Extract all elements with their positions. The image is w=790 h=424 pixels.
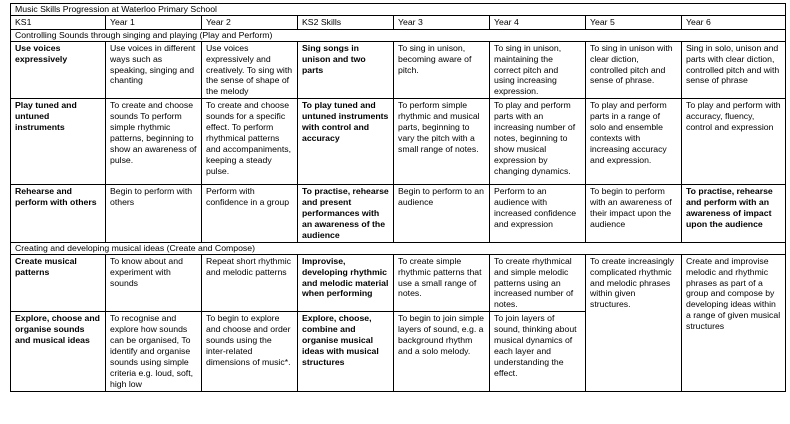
year-4-cell: Perform to an audience with increased confidence and expression bbox=[490, 185, 586, 243]
table-row bbox=[11, 41, 786, 99]
ks2-skill-cell: To practise, rehearse and present performances with an awareness of the audience bbox=[298, 185, 394, 243]
music-skills-table bbox=[10, 3, 786, 392]
year-2-cell: To begin to explore and choose and order sounds using the inter-related dimensions of music*. bbox=[202, 312, 298, 391]
ks1-skill-cell: Explore, choose and organise sounds and musical ideas bbox=[11, 312, 106, 391]
header-year-4: Year 4 bbox=[490, 15, 586, 29]
year-5-cell: To begin to perform with an awareness of their impact upon the audience bbox=[586, 185, 682, 243]
year-2-cell: Use voices expressively and creatively. To sing with the sense of shape of the melody bbox=[202, 41, 298, 99]
year-1-cell: To create and choose sounds To perform simple rhythmic patterns, beginning to show an awareness of pulse. bbox=[106, 99, 202, 185]
ks2-skill-cell: Improvise, developing rhythmic and melodic material when performing bbox=[298, 254, 394, 312]
year-3-cell: Begin to perform to an audience bbox=[394, 185, 490, 243]
year-1-cell: To recognise and explore how sounds can be organised, To identify and organise sounds using simple criteria e.g. loud, soft, high low bbox=[106, 312, 202, 391]
header-ks2-skills: KS2 Skills bbox=[298, 15, 394, 29]
header-year-1: Year 1 bbox=[106, 15, 202, 29]
section-heading: Controlling Sounds through singing and playing (Play and Perform) bbox=[11, 29, 786, 41]
table-row bbox=[11, 99, 786, 185]
ks2-skill-cell: Sing songs in unison and two parts bbox=[298, 41, 394, 99]
header-year-6: Year 6 bbox=[682, 15, 786, 29]
year-3-cell: To begin to join simple layers of sound, e.g. a background rhythm and a solo melody. bbox=[394, 312, 490, 391]
table-row bbox=[11, 254, 786, 312]
year-6-cell: Sing in solo, unison and parts with clear diction, controlled pitch and with sense of phrase bbox=[682, 41, 786, 99]
year-2-cell: Repeat short rhythmic and melodic patterns bbox=[202, 254, 298, 312]
year-4-cell: To sing in unison, maintaining the correct pitch and using increasing expression. bbox=[490, 41, 586, 99]
section-heading: Creating and developing musical ideas (Create and Compose) bbox=[11, 242, 786, 254]
header-ks1: KS1 bbox=[11, 15, 106, 29]
header-year-5: Year 5 bbox=[586, 15, 682, 29]
ks2-skill-cell: To play tuned and untuned instruments with control and accuracy bbox=[298, 99, 394, 185]
year-5-cell: To create increasingly complicated rhythmic and melodic phrases within given structures. bbox=[586, 254, 682, 391]
year-3-cell: To perform simple rhythmic and musical parts, beginning to vary the pitch with a small range of notes. bbox=[394, 99, 490, 185]
ks1-skill-cell: Create musical patterns bbox=[11, 254, 106, 312]
year-3-cell: To sing in unison, becoming aware of pitch. bbox=[394, 41, 490, 99]
table-row bbox=[11, 185, 786, 243]
ks1-skill-cell: Rehearse and perform with others bbox=[11, 185, 106, 243]
year-3-cell: To create simple rhythmic patterns that use a small range of notes. bbox=[394, 254, 490, 312]
year-1-cell: Begin to perform with others bbox=[106, 185, 202, 243]
year-1-cell: To know about and experiment with sounds bbox=[106, 254, 202, 312]
year-2-cell: To create and choose sounds for a specific effect. To perform rhythmical patterns and accompaniments, keeping a steady pulse. bbox=[202, 99, 298, 185]
year-4-cell: To join layers of sound, thinking about musical dynamics of each layer and understanding the effect. bbox=[490, 312, 586, 391]
year-5-cell: To sing in unison with clear diction, controlled pitch and sense of phrase. bbox=[586, 41, 682, 99]
table-title: Music Skills Progression at Waterloo Primary School bbox=[11, 4, 786, 16]
header-year-2: Year 2 bbox=[202, 15, 298, 29]
year-4-cell: To play and perform parts with an increasing number of notes, beginning to show musical expression by changing dynamics. bbox=[490, 99, 586, 185]
year-5-cell: To play and perform parts in a range of solo and ensemble contexts with increasing accuracy and expression. bbox=[586, 99, 682, 185]
year-6-cell: To play and perform with accuracy, fluency, control and expression bbox=[682, 99, 786, 185]
ks1-skill-cell: Use voices expressively bbox=[11, 41, 106, 99]
ks2-skill-cell: Explore, choose, combine and organise musical ideas with musical structures bbox=[298, 312, 394, 391]
header-year-3: Year 3 bbox=[394, 15, 490, 29]
year-4-cell: To create rhythmical and simple melodic patterns using an increased number of notes. bbox=[490, 254, 586, 312]
year-2-cell: Perform with confidence in a group bbox=[202, 185, 298, 243]
year-6-cell: Create and improvise melodic and rhythmic phrases as part of a group and compose by developing ideas within a range of given musical structures bbox=[682, 254, 786, 391]
year-1-cell: Use voices in different ways such as speaking, singing and chanting bbox=[106, 41, 202, 99]
ks1-skill-cell: Play tuned and untuned instruments bbox=[11, 99, 106, 185]
year-6-cell: To practise, rehearse and perform with an awareness of impact upon the audience bbox=[682, 185, 786, 243]
